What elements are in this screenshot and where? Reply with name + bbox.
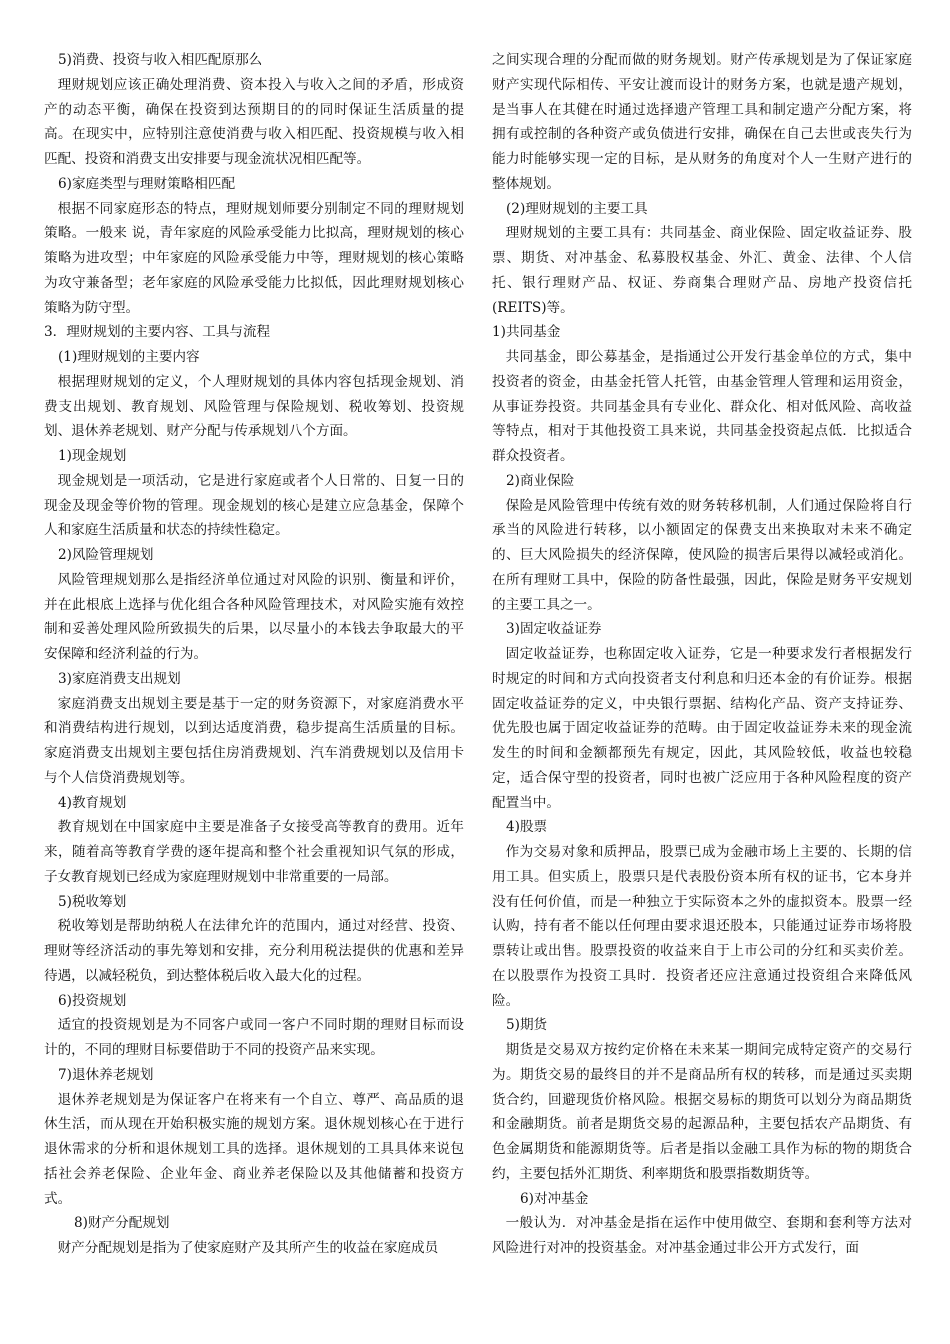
section-heading: 1)现金规划: [58, 448, 127, 464]
paragraph: 根据不同家庭形态的特点，理财规划师要分别制定不同的理财规划策略。一般来 说，青年家庭的风险承受能力比拟高，理财规划的核心策略为进攻型；中年家庭的风险承受能力中等，理财规划的核心策略为攻守兼备型；老年家庭的风险承受能力比拟低，因此理财规划核心策略为防守型。: [44, 200, 464, 316]
paragraph: 理财规划应该正确处理消费、资本投入与收入之间的矛盾，形成资产的动态平衡，确保在投资到达预期目的的同时保证生活质量的提高。在现实中，应特别注意使消费与收入相匹配、投资规模与收入相匹配、投资和消费支出安排要与现金流状况相匹配等。: [44, 76, 464, 167]
section-heading: 7)退休养老规划: [58, 1066, 154, 1083]
paragraph: 适宜的投资规划是为不同客户或同一客户不同时期的理财目标而设计的，不同的理财目标要借助于不同的投资产品来实现。: [44, 1017, 464, 1058]
paragraph: 期货是交易双方按约定价格在未来某一期间完成特定资产的交易行为。期货交易的最终目的并不是商品所有权的转移，而是通过买卖期货合约，回避现货价格风险。根据交易标的期货可以划分为商品期货和金融期货。前者是期货交易的起源品种，主要包括农产品期货、有色金属期货和能源期货等。后者是指以金融工具作为标的物的期货合约，主要包括外汇期货、利率期货和股票指数期货等。: [492, 1042, 912, 1182]
paragraph: 家庭消费支出规划主要是基于一定的财务资源下，对家庭消费水平和消费结构进行规划，以到达适度消费，稳步提高生活质量的目标。家庭消费支出规划主要包括住房消费规划、汽车消费规划以及信用卡与个人信贷消费规划等。: [44, 695, 464, 786]
paragraph: 理财规划的主要工具有：共同基金、商业保险、固定收益证券、股票、期货、对冲基金、私募股权基金、外汇、黄金、法律、个人信托、银行理财产品、权证、券商集合理财产品、房地产投资信托(REITS)等。: [492, 225, 912, 316]
paragraph: 保险是风险管理中传统有效的财务转移机制，人们通过保险将自行承当的风险进行转移，以小额固定的保费支出来换取对未来不确定的、巨大风险损失的经济保障，使风险的损害后果得以减轻或消化。在所有理财工具中，保险的防备性最强，因此，保险是财务平安规划的主要工具之一。: [492, 497, 912, 613]
section-heading: 2)风险管理规划: [58, 547, 154, 563]
section-heading: (2)理财规划的主要工具: [506, 200, 648, 217]
section-heading: 6)家庭类型与理财策略相匹配: [58, 175, 236, 192]
section-heading: 8)财产分配规划: [74, 1215, 170, 1232]
section-heading: (1)理财规划的主要内容: [58, 349, 200, 365]
section-heading: 6)对冲基金: [520, 1190, 589, 1207]
section-heading: 5)税收筹划: [58, 893, 127, 910]
section-heading: 5)期货: [506, 1017, 548, 1034]
section-heading: 5)消费、投资与收入相匹配原那么: [58, 52, 263, 68]
paragraph: 现金规划是一项活动，它是进行家庭或者个人日常的、日复一日的现金及现金等价物的管理。现金规划的核心是建立应急基金，保障个人和家庭生活质量和状态的持续性稳定。: [44, 472, 464, 539]
section-heading: 4)教育规划: [58, 794, 127, 811]
section-heading: 2)商业保险: [506, 472, 575, 489]
left-column: [44, 48, 464, 1261]
paragraph: 财产分配规划是指为了使家庭财产及其所产生的收益在家庭成员: [57, 1240, 439, 1256]
section-heading: 3．理财规划的主要内容、工具与流程: [44, 324, 271, 341]
section-heading: 4)股票: [506, 819, 548, 836]
paragraph: 根据理财规划的定义，个人理财规划的具体内容包括现金规划、消费支出规划、教育规划、风险管理与保险规划、税收筹划、投资规划、退休养老规划、财产分配与传承规划八个方面。: [44, 373, 464, 440]
right-column: [492, 48, 912, 1261]
paragraph: 教育规划在中国家庭中主要是准备子女接受高等教育的费用。近年来，随着高等教育学费的逐年提高和整个社会重视知识气氛的形成，子女教育规划已经成为家庭理财规划中非常重要的一局部。: [44, 819, 464, 885]
paragraph: 退休养老规划是为保证客户在将来有一个自立、尊严、高品质的退休生活，而从现在开始积极实施的规划方案。退休规划核心在于进行退休需求的分析和退休规划工具的选择。退休规划的工具具体来说包括社会养老保险、企业年金、商业养老保险以及其他储蓄和投资方式。: [44, 1091, 464, 1207]
paragraph: 税收筹划是帮助纳税人在法律允许的范围内，通过对经营、投资、理财等经济活动的事先筹划和安排，充分利用税法提供的优惠和差异待遇，以减轻税负，到达整体税后收入最大化的过程。: [44, 918, 464, 984]
section-heading: 6)投资规划: [58, 992, 127, 1009]
paragraph: 共同基金，即公募基金，是指通过公开发行基金单位的方式，集中投资者的资金，由基金托管人托管，由基金管理人管理和运用资金，从事证券投资。共同基金具有专业化、群众化、相对低风险、高收益等特点，相对于其他投资工具来说，共同基金投资起点低．比拟适合群众投资者。: [492, 349, 912, 464]
section-heading: 3)家庭消费支出规划: [58, 670, 181, 687]
section-heading: 3)固定收益证券: [506, 621, 602, 638]
paragraph: 之间实现合理的分配而做的财务规划。财产传承规划是为了保证家庭财产实现代际相传、平安让渡而设计的财务方案，也就是遗产规划，是当事人在其健在时通过选择遗产管理工具和制定遗产分配方案，将拥有或控制的各种资产或负债进行安排，确保在自己去世或丧失行为能力时能够实现一定的目标，是从财务的角度对个人一生财产进行的整体规划。: [492, 52, 912, 192]
section-heading: 1)共同基金: [492, 324, 561, 341]
paragraph: 风险管理规划那么是指经济单位通过对风险的识别、衡量和评价，并在此根底上选择与优化组合各种风险管理技术，对风险实施有效控制和妥善处理风险所致损失的后果，以尽量小的本钱去争取最大的平安保障和经济利益的行为。: [44, 571, 464, 662]
paragraph: 一般认为．对冲基金是指在运作中使用做空、套期和套利等方法对风险进行对冲的投资基金。对冲基金通过非公开方式发行，面: [492, 1215, 912, 1256]
paragraph: 作为交易对象和质押品，股票已成为金融市场上主要的、长期的信用工具。但实质上，股票只是代表股份资本所有权的证书，它本身并没有任何价值，而是一种独立于实际资本之外的虚拟资本。股票一经认购，持有者不能以任何理由要求退还股本，只能通过证券市场将股票转让或出售。股票投资的收益来自于上市公司的分红和买卖价差。在以股票作为投资工具时．投资者还应注意通过投资组合来降低风险。: [492, 844, 912, 1009]
paragraph: 固定收益证券，也称固定收入证券，它是一种要求发行者根据发行时规定的时间和方式向投资者支付利息和归还本金的有价证券。根据固定收益证券的定义，中央银行票据、结构化产品、资产支持证券、优先股也属于固定收益证券的范畴。由于固定收益证券未来的现金流发生的时间和金额都预先有规定，因此，其风险较低，收益也较稳定，适合保守型的投资者，同时也被广泛应用于各种风险程度的资产配置当中。: [492, 646, 912, 811]
